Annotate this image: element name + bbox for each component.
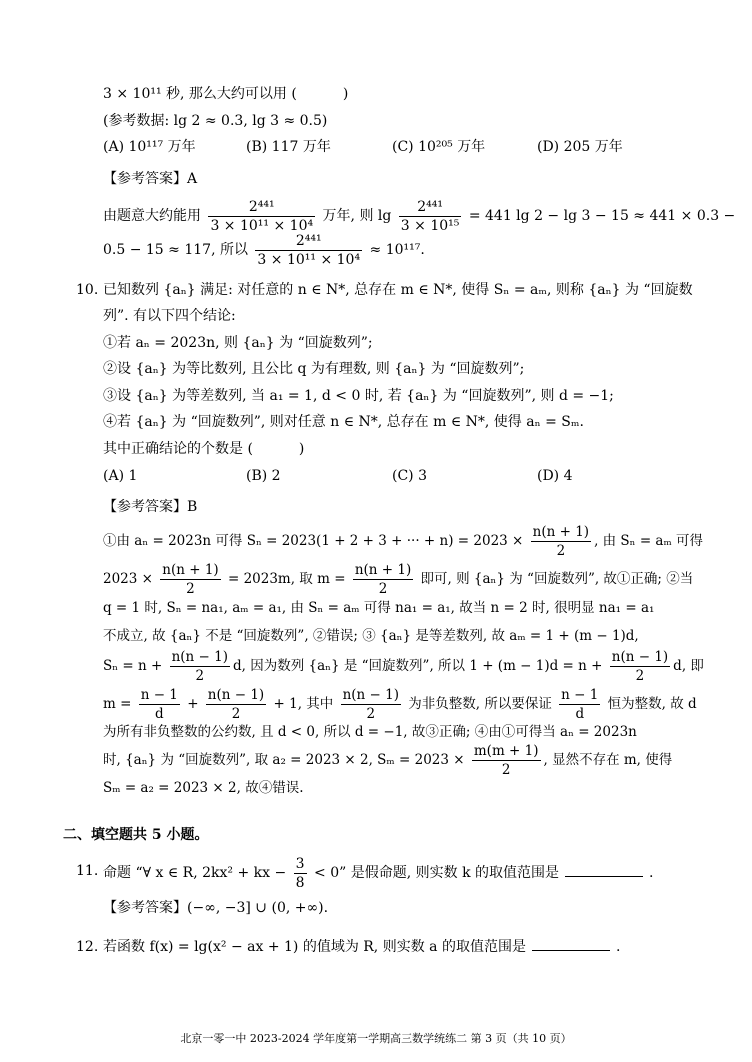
- q9-option-c: (C) 10²⁰⁵ 万年: [392, 139, 486, 155]
- q10-conclusion-3: ③设 {aₙ} 为等差数列, 当 a₁ = 1, d < 0 时, 若 {aₙ} 为 “回旋数列”, 则 d = −1;: [103, 388, 614, 404]
- q12-stem: 若函数 f(x) = lg(x² − ax + 1) 的值域为 R, 则实数 a 的取值范围是 .: [103, 939, 621, 955]
- q9-solution-line1: 由题意大约能用 $\frac{\text{2⁴⁴¹}}{\text{3 × 10¹¹ × 10⁴}}$ 万年, 则 lg $\frac{\text{2⁴⁴¹}}{\text{3 × 10¹⁵}}$ = 441 lg 2 − lg 3 − 15 ≈ 441 × 0.3 −: [103, 198, 736, 234]
- q10-solution-line2: 2023 × $\frac{n(n + 1)}{2}$ = 2023m, 取 m = $\frac{n(n + 1)}{2}$ 即可, 则 {aₙ} 为 “回旋数列”, 故①正确; ②当: [103, 562, 694, 597]
- q11-answer: 【参考答案】(−∞, −3] ∪ (0, +∞).: [103, 900, 329, 916]
- q10-solution-line5: Sₙ = n + $\frac{n(n - 1)}{2}$ d, 因为数列 {aₙ} 是 “回旋数列”, 所以 1 + (m − 1)d = n + $\frac{n(n - 1)}{2}$ d, 即: [103, 649, 704, 684]
- answer-blank[interactable]: [565, 864, 643, 877]
- fraction: $\frac{\text{2⁴⁴¹}}{\text{3 × 10¹¹ × 10⁴}}$: [210, 198, 314, 234]
- q11-stem: 命题 “∀ x ∈ R, 2kx² + kx − $\frac{3}{8}$ < 0” 是假命题, 则实数 k 的取值范围是 .: [103, 855, 654, 891]
- q10-solution-line8: 时, {aₙ} 为 “回旋数列”, 取 a₂ = 2023 × 2, Sₘ = 2023 × $\frac{m(m + 1)}{2}$ , 显然不存在 m, 使得: [103, 743, 673, 778]
- q10-stem-line1: 已知数列 {aₙ} 满足: 对任意的 n ∈ N*, 总存在 m ∈ N*, 使得 Sₙ = aₘ, 则称 {aₙ} 为 “回旋数: [103, 282, 693, 298]
- fraction: $\frac{\text{2⁴⁴¹}}{\text{3 × 10¹¹ × 10⁴}}$: [257, 232, 361, 268]
- q10-solution-line9: Sₘ = a₂ = 2023 × 2, 故④错误.: [103, 780, 304, 796]
- q10-solution-line6: m = $\frac{n - 1}{d}$ + $\frac{n(n - 1)}{2}$ + 1, 其中 $\frac{n(n - 1)}{2}$ 为非负整数, 所以要保证 $\frac{n - 1}{d}$ 恒为整数, 故 d: [103, 687, 697, 722]
- q9-option-b: (B) 117 万年: [246, 139, 331, 155]
- q12-number: 12.: [76, 939, 99, 955]
- page-footer: 北京一零一中 2023-2024 学年度第一学期高三数学统练二 第 3 页（共 10 页）: [180, 1032, 572, 1045]
- q10-solution-line1: ①由 aₙ = 2023n 可得 Sₙ = 2023(1 + 2 + 3 + ··· + n) = 2023 × $\frac{n(n + 1)}{2}$ , 由 Sₙ = aₘ 可得: [103, 524, 704, 559]
- q9-line1: 3 × 10¹¹ 秒, 那么大约可以用 ( ): [103, 86, 349, 102]
- q10-conclusion-2: ②设 {aₙ} 为等比数列, 且公比 q 为有理数, 则 {aₙ} 为 “回旋数列”;: [103, 361, 525, 377]
- q10-conclusion-1: ①若 aₙ = 2023n, 则 {aₙ} 为 “回旋数列”;: [103, 335, 373, 351]
- q11-number: 11.: [76, 863, 99, 879]
- answer-blank[interactable]: [532, 938, 610, 951]
- q10-stem-line2: 列”. 有以下四个结论:: [103, 308, 236, 324]
- q10-solution-line3: q = 1 时, Sₙ = na₁, aₘ = a₁, 由 Sₙ = aₘ 可得 na₁ = a₁, 故当 n = 2 时, 很明显 na₁ = a₁: [103, 600, 655, 616]
- fraction: $\frac{\text{2⁴⁴¹}}{\text{3 × 10¹⁵}}$: [400, 198, 460, 234]
- q10-option-c: (C) 3: [392, 468, 427, 484]
- q10-solution-line7: 为所有非负整数的公约数, 且 d < 0, 所以 d = −1, 故③正确; ④由①可得当 aₙ = 2023n: [103, 724, 637, 740]
- q9-option-a: (A) 10¹¹⁷ 万年: [103, 139, 196, 155]
- q10-option-a: (A) 1: [103, 468, 138, 484]
- q10-number: 10.: [76, 282, 99, 298]
- q10-option-d: (D) 4: [537, 468, 573, 484]
- q9-answer: 【参考答案】A: [103, 171, 198, 187]
- section-heading: 二、填空题共 5 小题。: [63, 827, 209, 843]
- q10-option-b: (B) 2: [246, 468, 281, 484]
- q9-reference-data: (参考数据: lg 2 ≈ 0.3, lg 3 ≈ 0.5): [103, 113, 328, 129]
- q10-answer: 【参考答案】B: [103, 499, 198, 515]
- q9-solution-line2: 0.5 − 15 ≈ 117, 所以 $\frac{\text{2⁴⁴¹}}{\text{3 × 10¹¹ × 10⁴}}$ ≈ 10¹¹⁷.: [103, 232, 425, 268]
- q10-conclusion-4: ④若 {aₙ} 为 “回旋数列”, 则对任意 n ∈ N*, 总存在 m ∈ N*, 使得 aₙ = Sₘ.: [103, 414, 584, 430]
- q9-option-d: (D) 205 万年: [537, 139, 623, 155]
- q10-solution-line4: 不成立, 故 {aₙ} 不是 “回旋数列”, ②错误; ③ {aₙ} 是等差数列, 故 aₘ = 1 + (m − 1)d,: [103, 628, 639, 644]
- q10-question: 其中正确结论的个数是 ( ): [103, 441, 305, 457]
